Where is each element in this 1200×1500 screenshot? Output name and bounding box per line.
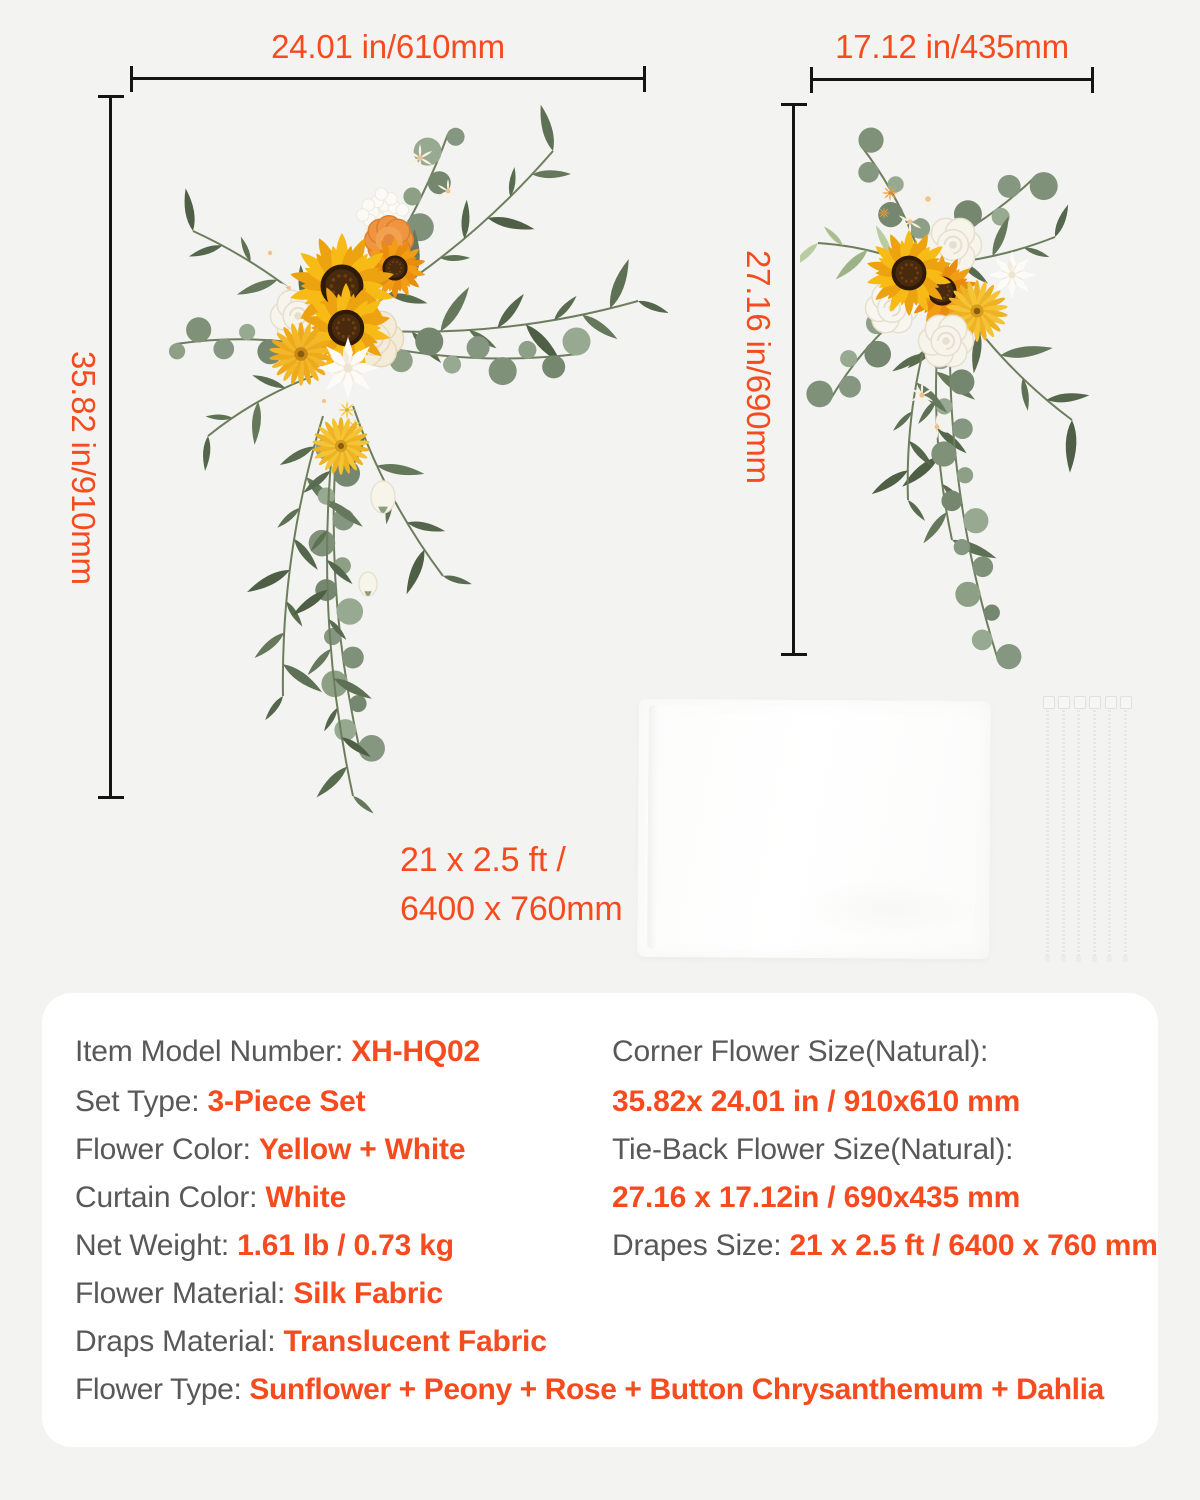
flower-bud <box>371 481 395 513</box>
corner-width-label: 24.01 in/610mm <box>271 28 505 65</box>
spec-row-drapes-size <box>612 1222 1158 1270</box>
spec-value: Silk Fabric <box>293 1277 443 1310</box>
tieback-width-label: 17.12 in/435mm <box>835 28 1069 65</box>
dahlia-flower <box>988 251 1036 299</box>
zip-tie <box>1124 706 1127 960</box>
spec-value: 3-Piece Set <box>207 1085 366 1118</box>
spec-card <box>42 993 1158 1447</box>
zip-ties-group <box>1046 696 1138 964</box>
spec-row-flower-material <box>75 1270 443 1318</box>
daisy-flower <box>315 391 333 411</box>
spec-row-corner-size-label: Corner Flower Size(Natural): <box>612 1035 989 1068</box>
spec-label: Flower Color: <box>75 1133 259 1166</box>
spec-label: Flower Material: <box>75 1277 294 1310</box>
spec-label: Net Weight: <box>75 1229 238 1262</box>
spec-value: White <box>265 1181 347 1214</box>
daisy-flower <box>882 185 898 201</box>
daisy-flower <box>878 207 890 219</box>
corner-height-label: 35.82 in/910mm <box>65 351 102 585</box>
spec-row-net-weight <box>75 1222 454 1270</box>
tieback-height-label: 27.16 in/690mm <box>740 250 777 484</box>
spec-row-model <box>75 1028 480 1076</box>
tieback-flower-swag-image <box>800 115 1110 685</box>
zip-tie <box>1093 706 1096 960</box>
spec-row-tieback-size-label: Tie-Back Flower Size(Natural): <box>612 1133 1014 1166</box>
tieback-height-dimension-line <box>792 103 795 656</box>
spec-row-flower-color <box>75 1126 465 1174</box>
spec-value: Yellow + White <box>258 1133 466 1166</box>
corner-flower-swag-image <box>148 96 668 816</box>
spec-value: Sunflower + Peony + Rose + Button Chrysanthemum + Dahlia <box>249 1373 1104 1406</box>
spec-row-draps-material <box>75 1318 547 1366</box>
spec-value: 21 x 2.5 ft / 6400 x 760 mm <box>789 1229 1158 1262</box>
daisy-flower <box>260 242 280 264</box>
spec-label: Item Model Number: <box>75 1035 352 1068</box>
zip-tie <box>1077 706 1080 960</box>
spec-label: Draps Material: <box>75 1325 284 1358</box>
foliage-branch <box>930 335 1021 669</box>
daisy-flower <box>338 401 356 419</box>
spec-value: 1.61 lb / 0.73 kg <box>237 1229 454 1262</box>
spec-row-set-type <box>75 1078 365 1126</box>
spec-label: Flower Type: <box>75 1373 250 1406</box>
spec-label: Drapes Size: <box>612 1229 790 1262</box>
drape-fabric-image <box>637 699 991 959</box>
spec-value: Translucent Fabric <box>283 1325 547 1358</box>
foliage-branch <box>858 128 930 255</box>
spec-row-flower-type <box>75 1366 1104 1414</box>
dahlia-flower <box>317 337 379 399</box>
tieback-width-dimension-line <box>810 78 1094 81</box>
zip-tie <box>1108 706 1111 960</box>
corner-width-dimension-line <box>130 77 646 80</box>
zip-tie <box>1046 706 1049 960</box>
spec-row-curtain-color <box>75 1174 346 1222</box>
zip-tie <box>1062 706 1065 960</box>
drape-size-note <box>400 836 623 934</box>
rose-flower <box>918 315 973 366</box>
drape-size-line1: 21 x 2.5 ft / <box>400 841 566 879</box>
spec-value: XH-HQ02 <box>351 1035 480 1068</box>
drape-size-line2: 6400 x 760mm <box>400 890 623 928</box>
flower-bud <box>359 572 377 596</box>
spec-row-tieback-size-value: 27.16 x 17.12in / 690x435 mm <box>612 1181 1021 1214</box>
spec-label: Curtain Color: <box>75 1181 266 1214</box>
spec-row-corner-size-value: 35.82x 24.01 in / 910x610 mm <box>612 1085 1021 1118</box>
corner-height-dimension-line <box>109 95 112 799</box>
daisy-flower <box>915 185 941 213</box>
spec-label: Set Type: <box>75 1085 208 1118</box>
foliage-branch <box>378 327 591 385</box>
